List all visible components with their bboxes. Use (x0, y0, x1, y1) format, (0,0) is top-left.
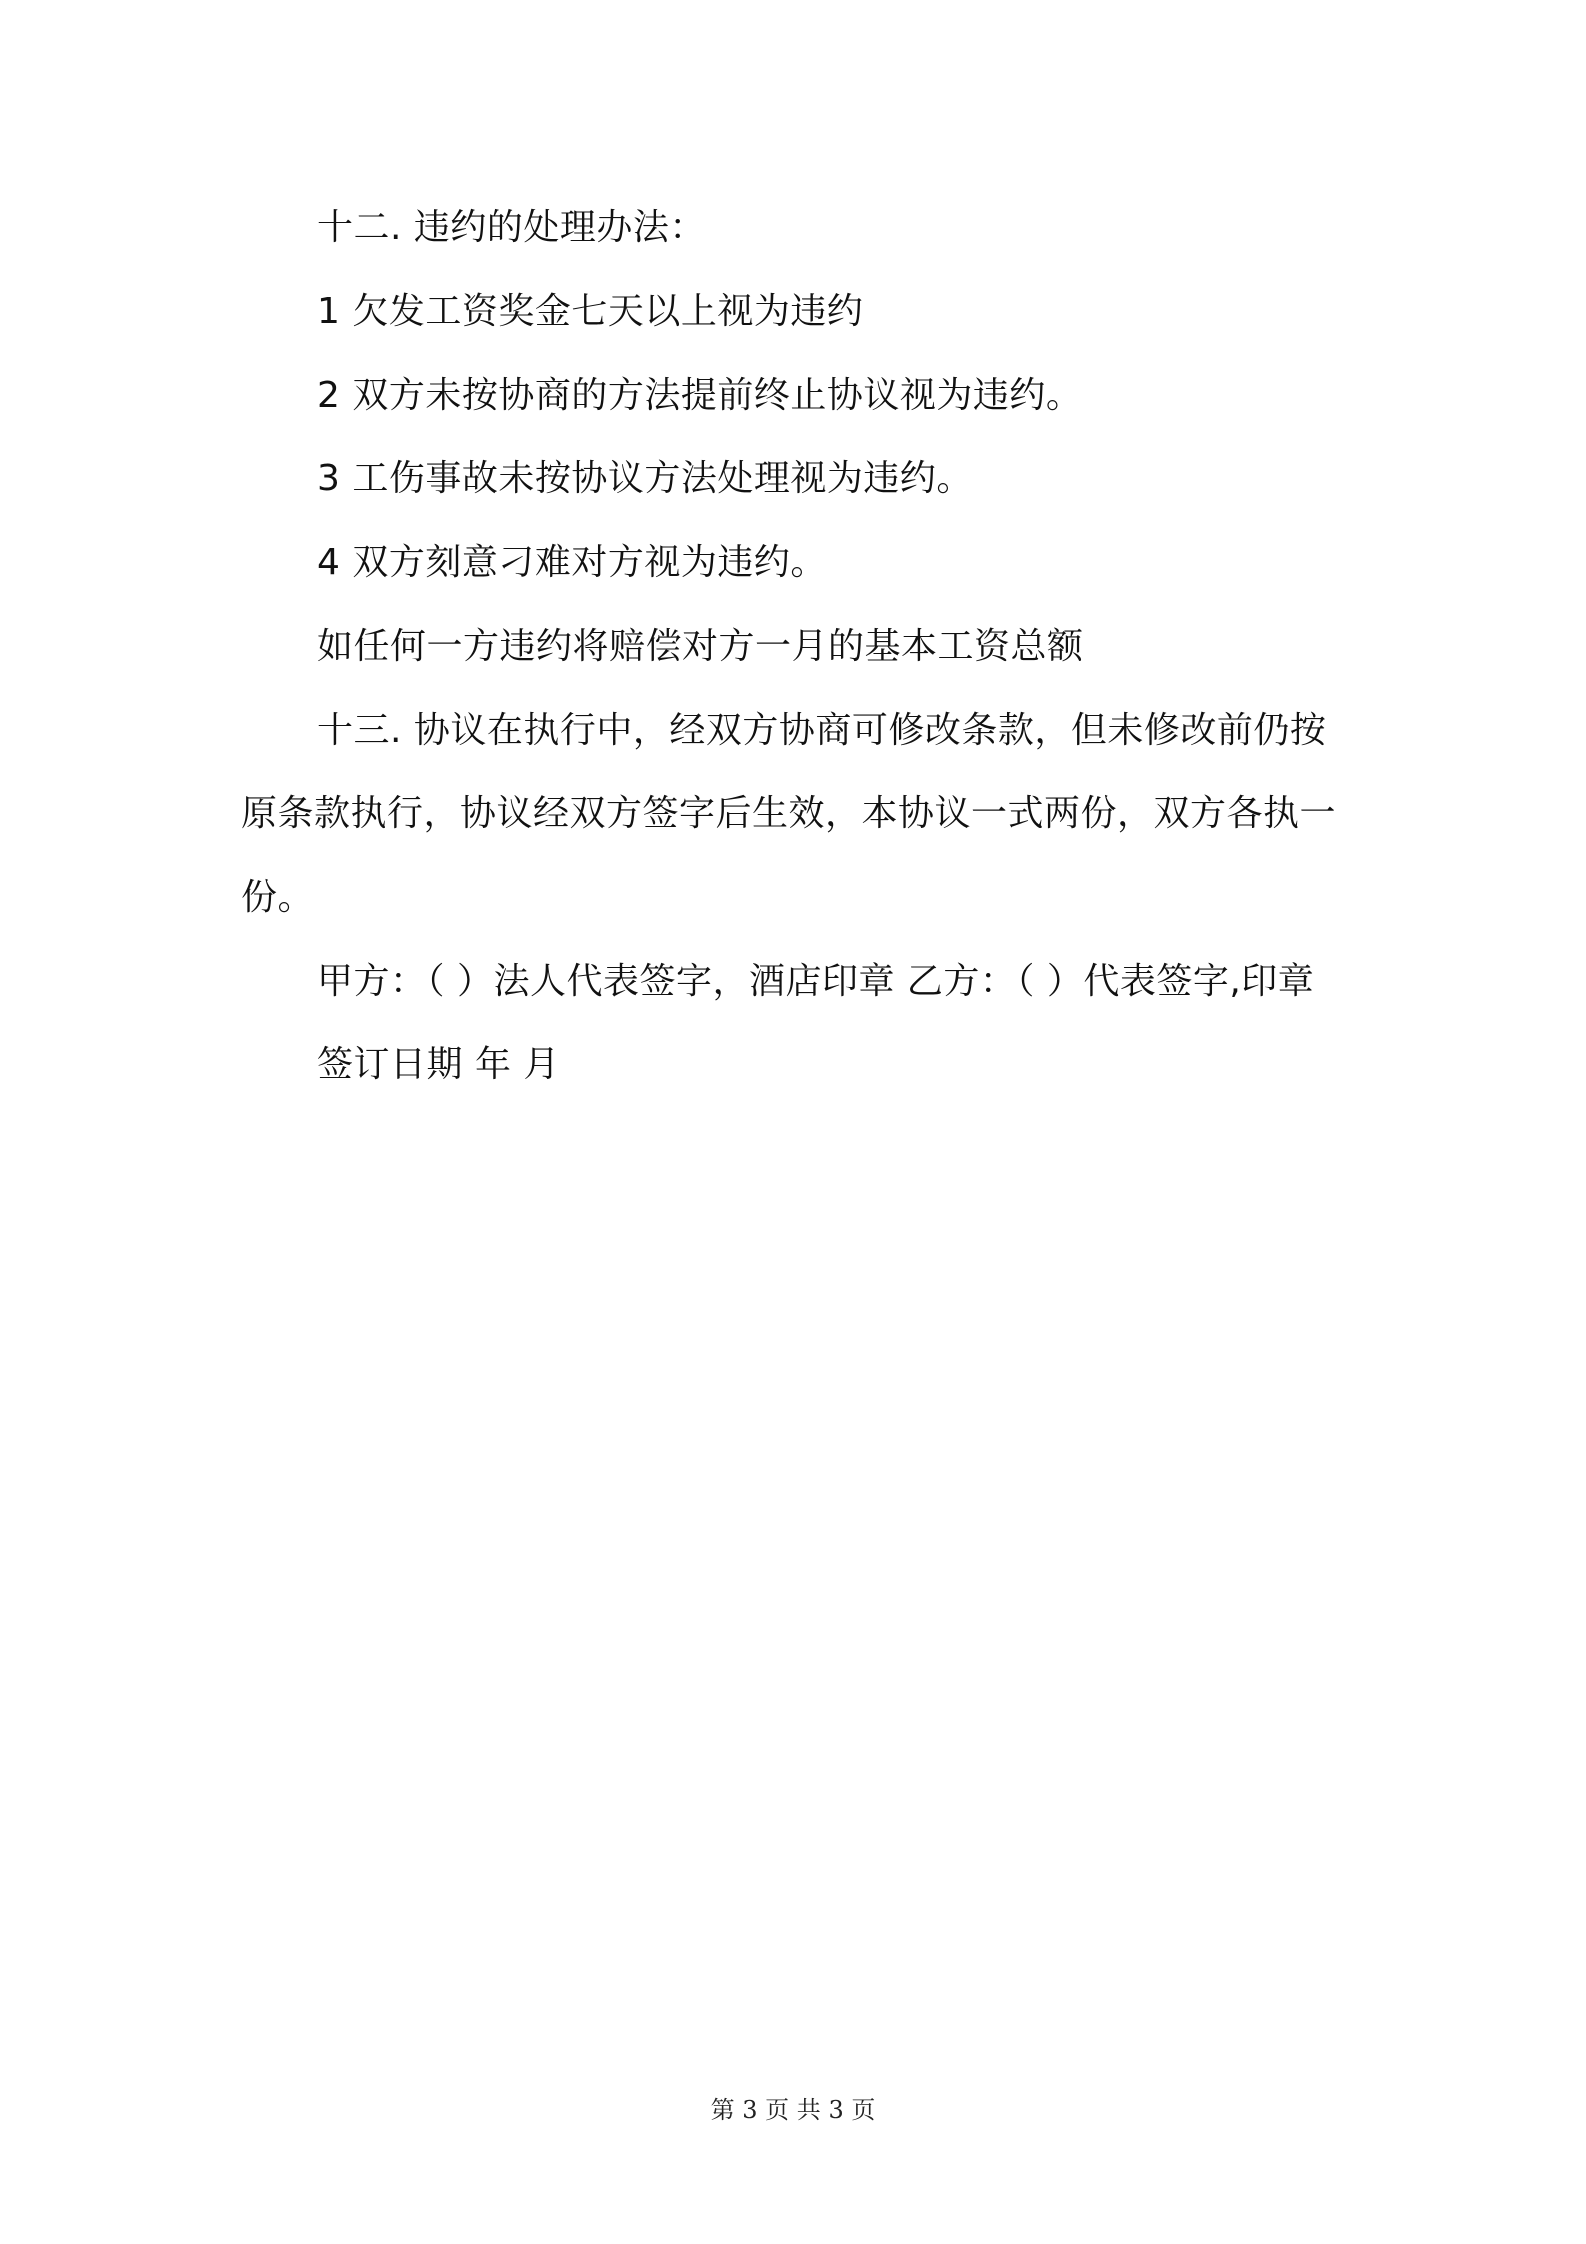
section-12-heading: 十二. 违约的处理办法： (317, 207, 706, 248)
signing-date-line: 签订日期 年 月 (317, 1044, 560, 1085)
penalty-text: 如任何一方违约将赔偿对方一月的基本工资总额 (317, 626, 1084, 667)
clause-1: 1 欠发工资奖金七天以上视为违约 (317, 291, 864, 332)
clause-2: 2 双方未按协商的方法提前终止协议视为违约。 (317, 375, 1083, 416)
section-13-line-1: 十三. 协议在执行中，经双方协商可修改条款，但未修改前仍按 (317, 710, 1327, 751)
section-13-line-3: 份。 (241, 877, 315, 918)
section-13-line-2: 原条款执行，协议经双方签字后生效，本协议一式两份，双方各执一 (241, 793, 1337, 834)
clause-3: 3 工伤事故未按协议方法处理视为违约。 (317, 458, 973, 499)
signature-line: 甲方：（ ）法人代表签字，酒店印章 乙方：（ ）代表签字,印章 (317, 961, 1315, 1002)
clause-4: 4 双方刻意刁难对方视为违约。 (317, 542, 827, 583)
page-number-footer: 第 3 页 共 3 页 (710, 2096, 876, 2124)
